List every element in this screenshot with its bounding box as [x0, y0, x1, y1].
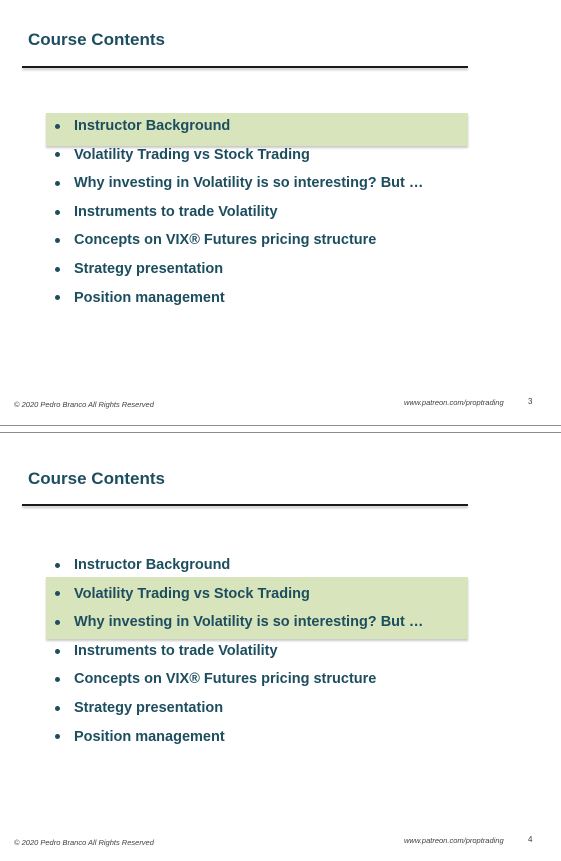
list-item — [52, 694, 423, 723]
slide-title: Course Contents — [28, 469, 165, 488]
bullet-icon — [55, 152, 60, 157]
list-item — [52, 198, 423, 227]
list-item-text: Concepts on VIX® Futures pricing structure — [74, 232, 377, 249]
bullet-icon — [55, 591, 60, 596]
bullet-icon — [55, 677, 60, 682]
bullet-icon — [55, 620, 60, 625]
footer-copyright: © 2020 Pedro Branco All Rights Reserved — [14, 400, 154, 409]
list-item — [52, 665, 423, 694]
list-item-text: Instruments to trade Volatility — [74, 203, 278, 220]
bullet-icon — [55, 706, 60, 711]
title-divider — [22, 504, 468, 506]
list-item — [52, 723, 423, 752]
list-item — [52, 226, 423, 255]
footer-url: www.patreon.com/proptrading — [404, 836, 504, 845]
list-item — [52, 608, 423, 637]
bullet-icon — [55, 295, 60, 300]
bullet-icon — [55, 267, 60, 272]
list-item — [52, 169, 423, 198]
list-item-text: Strategy presentation — [74, 260, 224, 277]
slide-4 — [0, 436, 561, 861]
list-item-text: Instruments to trade Volatility — [74, 642, 278, 659]
list-item-text: Position management — [74, 728, 225, 745]
list-item-text: Why investing in Volatility is so interesting? But … — [74, 175, 424, 192]
page-number: 3 — [528, 397, 533, 406]
list-item-text: Position management — [74, 289, 225, 306]
list-item — [52, 284, 423, 313]
list-item — [52, 637, 423, 666]
page-number: 4 — [528, 835, 533, 844]
bullet-icon — [55, 210, 60, 215]
list-item-text: Why investing in Volatility is so interesting? But … — [74, 614, 424, 631]
bullet-icon — [55, 563, 60, 568]
list-item — [52, 580, 423, 609]
bullet-icon — [55, 181, 60, 186]
list-item-text: Instructor Background — [74, 118, 231, 134]
slide-separator — [0, 425, 561, 433]
list-item — [52, 551, 423, 580]
list-item-text: Volatility Trading vs Stock Trading — [74, 146, 310, 163]
bullet-icon — [55, 649, 60, 654]
bullet-icon — [55, 124, 60, 129]
list-item — [52, 255, 423, 284]
bullet-icon — [55, 734, 60, 739]
list-item-text: Concepts on VIX® Futures pricing structure — [74, 671, 377, 688]
footer-copyright: © 2020 Pedro Branco All Rights Reserved — [14, 838, 154, 847]
slide-3 — [0, 0, 561, 425]
contents-list — [52, 551, 423, 751]
list-item — [52, 112, 423, 141]
list-item-text: Strategy presentation — [74, 699, 224, 716]
title-divider — [22, 66, 468, 68]
list-item-text: Instructor Background — [74, 557, 231, 573]
list-item — [52, 141, 423, 170]
contents-list — [52, 112, 423, 312]
slide-title: Course Contents — [28, 30, 165, 49]
footer-url: www.patreon.com/proptrading — [404, 398, 504, 407]
bullet-icon — [55, 238, 60, 243]
list-item-text: Volatility Trading vs Stock Trading — [74, 585, 310, 602]
